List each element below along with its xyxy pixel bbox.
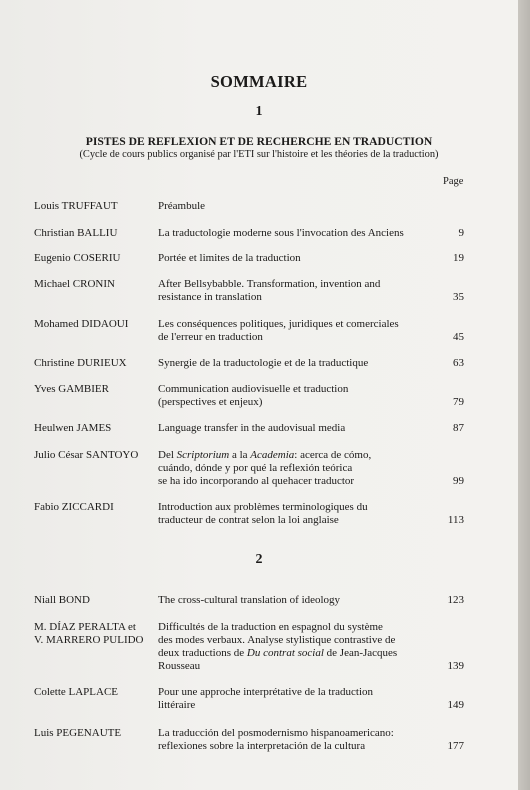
- toc-title-line: (perspectives et enjeux): [158, 396, 263, 408]
- toc-author: [34, 449, 156, 462]
- toc-title-line: Rousseau: [158, 660, 201, 672]
- toc-author: [34, 594, 156, 607]
- section-2-number: 2: [255, 552, 263, 567]
- page-column-header: Page: [443, 176, 464, 187]
- section-1-note: (Cycle de cours publics organisé par l'ETI sur l'histoire et les théories de la traduction): [79, 149, 439, 160]
- toc-page-number: 113: [447, 514, 464, 526]
- toc-page-number: 63: [453, 357, 464, 369]
- section-1-title: PISTES DE REFLEXION ET DE RECHERCHE EN TRADUCTION: [85, 135, 433, 148]
- toc-author: [34, 422, 156, 435]
- toc-author-line: Fabio ZICCARDI: [34, 501, 114, 513]
- page-edge: [518, 0, 530, 790]
- toc-author-line: Christine DURIEUX: [34, 357, 127, 369]
- toc-author-line: Julio César SANTOYO: [34, 449, 139, 461]
- toc-page-number: 149: [447, 699, 464, 711]
- toc-title: [158, 501, 423, 527]
- toc-author-line: Eugenio COSERIU: [34, 252, 121, 264]
- toc-author-line: Colette LAPLACE: [34, 686, 119, 698]
- toc-title-line: Synergie de la traductologie et de la traductique: [158, 357, 369, 369]
- toc-page-number: 79: [453, 396, 464, 408]
- toc-title: [158, 357, 423, 370]
- toc-title-line: Portée et limites de la traduction: [158, 252, 301, 264]
- section-1-number: 1: [255, 104, 263, 119]
- toc-title-line: Préambule: [158, 200, 206, 212]
- toc-author-line: Christian BALLIU: [34, 227, 118, 239]
- toc-author: [34, 357, 156, 370]
- toc-title: [158, 200, 423, 213]
- toc-title-line: traducteur de contrat selon la loi anglaise: [158, 514, 339, 526]
- toc-page-number: 19: [453, 252, 464, 264]
- toc-title-line: Communication audiovisuelle et traduction: [158, 383, 349, 395]
- toc-title-line: littéraire: [158, 699, 196, 711]
- toc-title-line: resistance in translation: [158, 291, 262, 303]
- toc-title-line: Language transfer in the audovisual media: [158, 422, 346, 434]
- toc-page-number: 123: [447, 594, 464, 606]
- toc-title: [158, 621, 423, 673]
- toc-title-line: Pour une approche interprétative de la traduction: [158, 686, 374, 698]
- toc-title-line: se ha ido incorporando al quehacer traductor: [158, 475, 355, 487]
- toc-title-line: reflexiones sobre la interpretación de la cultura: [158, 740, 366, 752]
- toc-author: [34, 383, 156, 396]
- toc-author-line: M. DÍAZ PERALTA et: [34, 621, 136, 633]
- toc-author-line: Heulwen JAMES: [34, 422, 112, 434]
- toc-author-line: Michael CRONIN: [34, 278, 115, 290]
- toc-title-line: Les conséquences politiques, juridiques et comerciales: [158, 318, 399, 330]
- toc-title-line: deux traductions de Du contrat social de Jean-Jacques: [158, 647, 398, 659]
- toc-page-number: 35: [453, 291, 464, 303]
- toc-title: [158, 252, 423, 265]
- toc-author-line: Yves GAMBIER: [34, 383, 109, 395]
- toc-title-line: Difficultés de la traduction en espagnol du système: [158, 621, 383, 633]
- toc-title: [158, 422, 423, 435]
- toc-title-line: The cross-cultural translation of ideology: [158, 594, 341, 606]
- toc-title: [158, 727, 423, 753]
- toc-title-line: de l'erreur en traduction: [158, 331, 263, 343]
- toc-page-number: 139: [447, 660, 464, 672]
- page-title: SOMMAIRE: [210, 72, 308, 91]
- toc-title-line: Del Scriptorium a la Academia: acerca de cómo,: [158, 449, 372, 461]
- toc-title: [158, 227, 423, 240]
- toc-page-number: 9: [458, 227, 464, 239]
- toc-title: [158, 383, 423, 409]
- toc-author: [34, 501, 156, 514]
- toc-page-number: 45: [453, 331, 464, 343]
- toc-author: [34, 252, 156, 265]
- toc-title: [158, 318, 423, 344]
- toc-author: [34, 227, 156, 240]
- toc-title-line: After Bellsybabble. Transformation, invention and: [158, 278, 381, 290]
- toc-title-line: La traducción del posmodernismo hispanoamericano:: [158, 727, 394, 739]
- toc-title: [158, 449, 423, 488]
- toc-title: [158, 278, 423, 304]
- toc-title-line: La traductologie moderne sous l'invocation des Anciens: [158, 227, 404, 239]
- toc-title: [158, 686, 423, 712]
- toc-page-number: 177: [447, 740, 464, 752]
- toc-title-line: Introduction aux problèmes terminologiques du: [158, 501, 368, 513]
- toc-author: [34, 686, 156, 699]
- toc-page-number: 87: [453, 422, 464, 434]
- toc-title: [158, 594, 423, 607]
- toc-author: [34, 621, 156, 647]
- toc-title-line: cuándo, dónde y por qué la reflexión teórica: [158, 462, 353, 474]
- toc-author: [34, 278, 156, 291]
- toc-author-line: Niall BOND: [34, 594, 90, 606]
- toc-author: [34, 727, 156, 740]
- toc-author-line: V. MARRERO PULIDO: [34, 634, 144, 646]
- toc-author: [34, 200, 156, 213]
- toc-page-number: 99: [453, 475, 464, 487]
- toc-author-line: Louis TRUFFAUT: [34, 200, 118, 212]
- toc-author-line: Luis PEGENAUTE: [34, 727, 122, 739]
- toc-title-line: des modes verbaux. Analyse stylistique contrastive de: [158, 634, 396, 646]
- toc-author-line: Mohamed DIDAOUI: [34, 318, 129, 330]
- toc-author: [34, 318, 156, 331]
